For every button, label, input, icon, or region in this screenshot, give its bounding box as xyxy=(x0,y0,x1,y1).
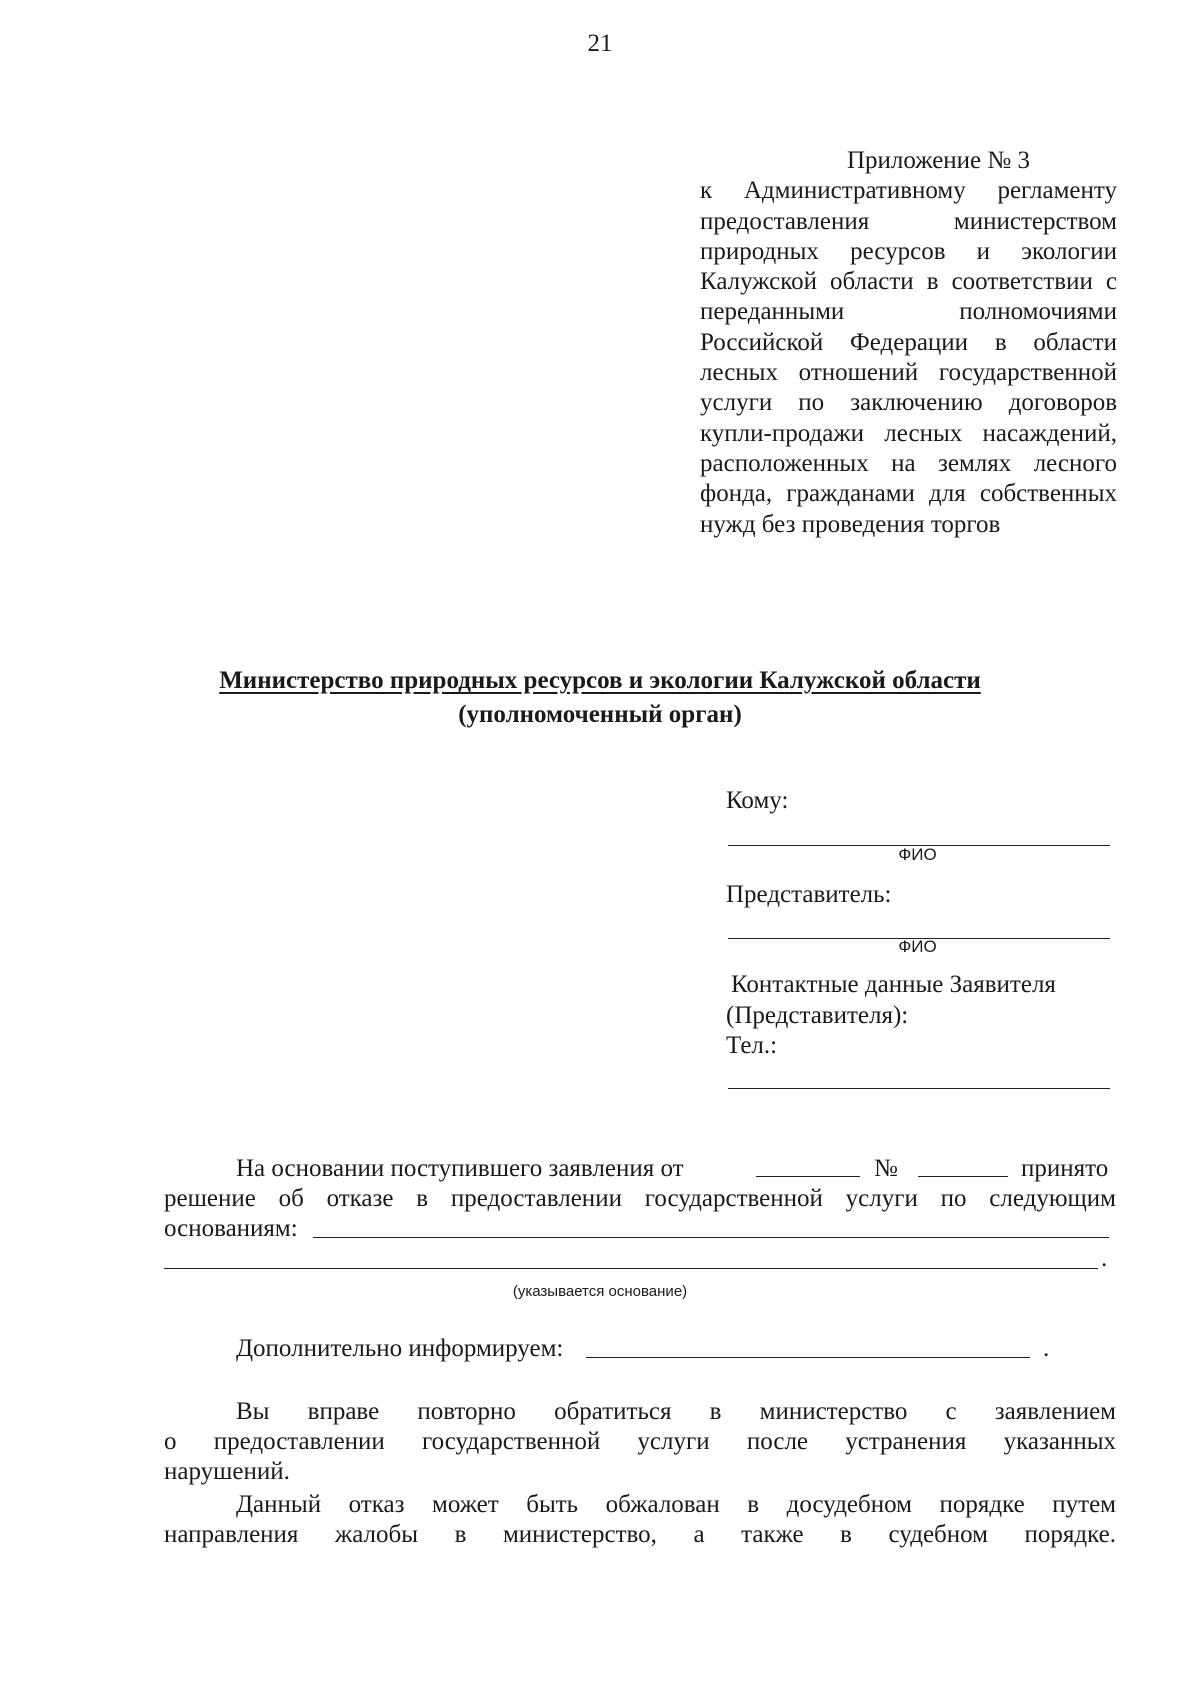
decision-line1-part1: На основании поступившего заявления от xyxy=(236,1155,684,1182)
page-number: 21 xyxy=(587,30,613,57)
to-label: Кому: xyxy=(726,787,789,814)
fio-caption: ФИО xyxy=(898,937,937,956)
appendix-text: к Административному регламенту предоставления министерством природных ресурсов и экологии Калужской области в соответствии с переданными полномочиями Российской Федерации в области лесных отношений государственной услуги по заключению договоров купли-продажи лесных насаждений, расположенных на землях лесного фонда, гражданами для собственных нужд без проведения торгов xyxy=(700,177,1117,538)
phone-line[interactable] xyxy=(728,1088,1110,1089)
decision-line1-part2: принято xyxy=(1021,1155,1109,1182)
contacts-label-line2: (Представителя): xyxy=(726,1002,909,1029)
authority-name: Министерство природных ресурсов и экологии Калужской области xyxy=(219,667,981,694)
appendix-header xyxy=(700,146,1117,540)
representative-label: Представитель: xyxy=(726,881,892,908)
rights-line2: о предоставлении государственной услуги после устранения указанных xyxy=(164,1428,1116,1455)
contacts-label-line1: Контактные данные Заявителя xyxy=(731,971,1056,998)
application-date-blank[interactable] xyxy=(756,1176,860,1177)
number-sign: № xyxy=(874,1155,898,1182)
additional-end-period: . xyxy=(1043,1335,1050,1362)
additional-label: Дополнительно информируем: xyxy=(236,1335,564,1362)
basis-end-period: . xyxy=(1101,1245,1108,1272)
rights-line3: нарушений. xyxy=(164,1458,290,1485)
basis-blank-1[interactable] xyxy=(313,1237,1109,1238)
authority-role: (уполномоченный орган) xyxy=(458,701,742,728)
appeal-line2: направления жалобы в министерство, а также в судебном порядке. xyxy=(164,1521,1116,1548)
rights-line1: Вы вправе повторно обратиться в министерство с заявлением xyxy=(236,1398,1116,1425)
application-number-blank[interactable] xyxy=(918,1176,1008,1177)
basis-caption: (указывается основание) xyxy=(512,1283,688,1300)
fio-caption: ФИО xyxy=(898,845,937,864)
appendix-title: Приложение № 3 xyxy=(846,147,1031,174)
additional-blank[interactable] xyxy=(586,1357,1030,1358)
appeal-line1: Данный отказ может быть обжалован в досудебном порядке путем xyxy=(236,1491,1116,1518)
basis-blank-2[interactable] xyxy=(164,1268,1098,1269)
decision-line2: решение об отказе в предоставлении государственной услуги по следующим xyxy=(164,1185,1116,1212)
phone-label: Тел.: xyxy=(726,1032,778,1059)
decision-line3: основаниям: xyxy=(164,1215,298,1242)
authority-block xyxy=(150,664,1050,732)
